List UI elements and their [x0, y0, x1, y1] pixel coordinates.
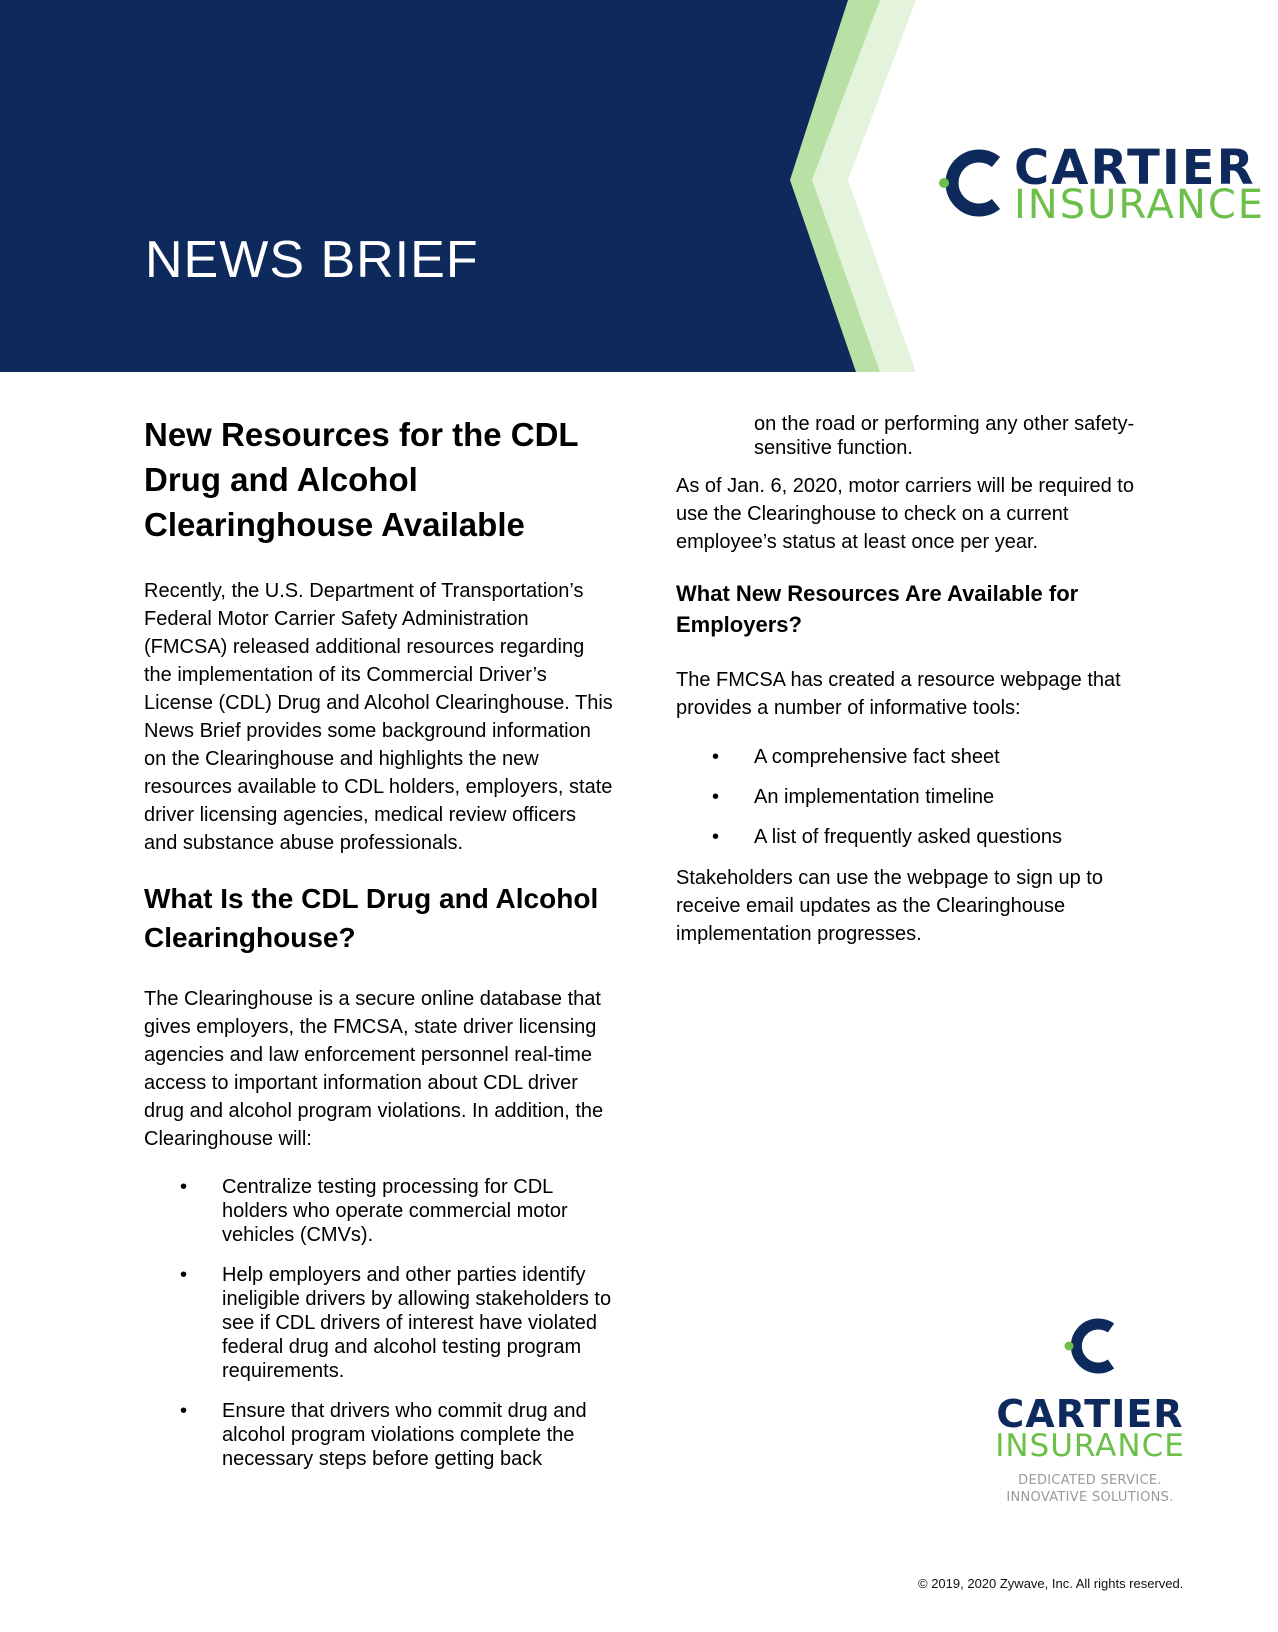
logo-tagline [980, 1472, 1200, 1506]
intro-paragraph: Recently, the U.S. Department of Transportation’s Federal Motor Carrier Safety Administration (FMCSA) released additional resources regarding the implementation of its Commercial Driver’s License (CDL) Drug and Alcohol Clearinghouse. This News Brief provides some background information on the Clearinghouse and highlights the new resources available to CDL holders, employers, state driver licensing agencies, medical review officers and substance abuse professionals. [144, 580, 613, 854]
tagline-line-1: DEDICATED SERVICE. [1018, 1473, 1162, 1488]
cartier-logo-header [938, 140, 1266, 228]
list-item [144, 1399, 614, 1471]
logo-brand-name: CARTIER [1014, 140, 1256, 196]
cartier-c-icon [1064, 1316, 1118, 1376]
list-item-text: Help employers and other parties identify ineligible drivers by allowing stakeholders to see if CDL drivers of interest have violated federal drug and alcohol testing program requirements. [222, 1264, 612, 1382]
logo-brand-name: CARTIER [996, 1392, 1184, 1436]
list-item-continued-text: on the road or performing any other safety-sensitive function. [754, 413, 1135, 459]
cartier-c-icon [938, 148, 1004, 218]
bullet-icon: • [180, 1264, 188, 1286]
clearinghouse-features-list [144, 1175, 614, 1471]
list-item [676, 744, 1156, 770]
list-item [676, 784, 1156, 810]
resources-list [676, 744, 1156, 850]
copyright-notice: © 2019, 2020 Zywave, Inc. All rights reserved. [918, 1576, 1184, 1591]
email-updates-paragraph: Stakeholders can use the webpage to sign up to receive email updates as the Clearinghouse implementation progresses. [676, 867, 1103, 945]
left-column [144, 412, 614, 1487]
list-item-text: A list of frequently asked questions [754, 826, 1062, 848]
cartier-logo-footer [980, 1300, 1200, 1505]
bullet-icon: • [712, 786, 720, 808]
clearinghouse-description: The Clearinghouse is a secure online database that gives employers, the FMCSA, state driver licensing agencies and law enforcement personnel real-time access to important information about CDL driver drug and alcohol program violations. In addition, the Clearinghouse will: [144, 988, 604, 1150]
list-item-text: Ensure that drivers who commit drug and alcohol program violations complete the necessary steps before getting back [222, 1400, 587, 1470]
logo-brand-subtitle: INSURANCE [995, 1428, 1185, 1464]
list-item-text: A comprehensive fact sheet [754, 746, 1000, 768]
logo-brand-subtitle: INSURANCE [1014, 182, 1266, 228]
list-item [676, 824, 1156, 850]
bullet-icon: • [712, 746, 720, 768]
bullet-icon: • [180, 1400, 188, 1422]
bullet-icon: • [180, 1176, 188, 1198]
list-item [144, 1263, 614, 1383]
resources-paragraph: The FMCSA has created a resource webpage that provides a number of informative tools: [676, 669, 1121, 719]
right-column [676, 412, 1156, 970]
list-item [144, 1175, 614, 1247]
section-heading-new-resources: What New Resources Are Available for Employers? [676, 581, 1079, 637]
section-heading-what-is: What Is the CDL Drug and Alcohol Clearinghouse? [144, 883, 599, 953]
tagline-line-2: INNOVATIVE SOLUTIONS. [1006, 1490, 1174, 1505]
list-item-text: Centralize testing processing for CDL holders who operate commercial motor vehicles (CMVs). [222, 1176, 568, 1246]
compliance-date-paragraph: As of Jan. 6, 2020, motor carriers will be required to use the Clearinghouse to check on a current employee’s status at least once per year. [676, 475, 1134, 553]
article-title: New Resources for the CDL Drug and Alcohol Clearinghouse Available [144, 416, 578, 543]
bullet-icon: • [712, 826, 720, 848]
news-brief-title: NEWS BRIEF [145, 231, 479, 289]
list-item-text: An implementation timeline [754, 786, 995, 808]
